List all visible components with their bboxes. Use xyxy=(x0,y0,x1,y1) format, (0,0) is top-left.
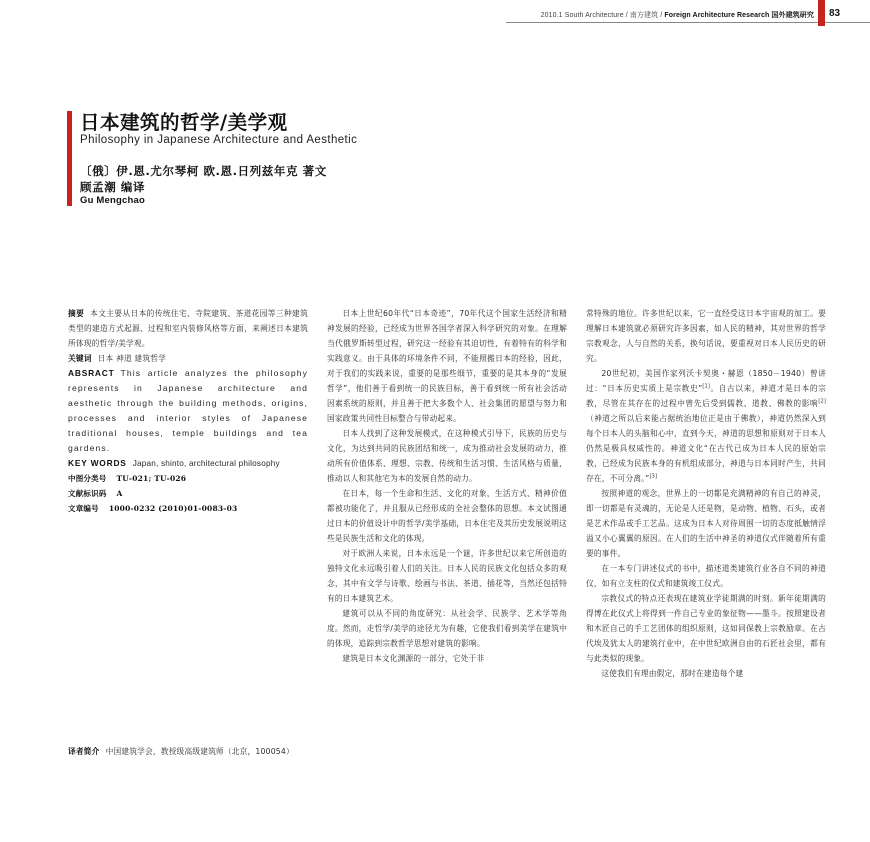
abstract-en-text: This article analyzes the philosophy represents in Japanese architecture and aesthetic through the building methods, origins, processes and interior styles of Japanese traditional houses, temple buildings and tea gardens. xyxy=(68,368,308,453)
header-rule xyxy=(506,22,870,23)
article-title-en: Philosophy in Japanese Architecture and Aesthetic xyxy=(80,134,358,146)
article-number-label: 文章编号 xyxy=(68,504,99,513)
body-text: 20世纪初，美国作家列沃卡契奥・赫恩（1850－1940）曾讲过：“日本历史实质上是宗教史” xyxy=(586,369,826,393)
body-paragraph: 对于欧洲人来说，日本永远是一个谜，许多世纪以来它所创造的独特文化永远吸引着人们的关注。日本人民的民族文化包括众多的观念，其中有文学与诗歌、绘画与书法、茶道、插花等，当然还包括特有的日本建筑艺术。 xyxy=(327,549,567,603)
body-paragraph: 在一本专门讲述仪式的书中，描述道类建筑行业各自不同的神道仪，如有立支柱的仪式和建筑竣工仪式。 xyxy=(586,564,826,588)
abstract-column xyxy=(68,306,308,516)
author-byline: 〔俄〕伊.恩.尤尔琴柯 欧.恩.日列兹年克 著文 xyxy=(80,164,327,178)
abstract-en-label: ABSRACT xyxy=(68,368,115,378)
body-paragraph-with-citations xyxy=(586,366,826,486)
title-accent-bar xyxy=(67,111,72,206)
clc-number xyxy=(68,471,308,486)
body-paragraph: 日本人找到了这种发展模式，在这种模式引导下，民族的历史与文化，为达到共同的民族团结和统一，成为推动社会发展的动力，推动所有价值体系、理想、宗教、传统和生活习惯、生活风格与质量，推动以人和其他宅为本的发展自然的动力。 xyxy=(327,429,567,483)
keywords-en-text: Japan, shinto, architectural philosophy xyxy=(132,459,280,468)
document-code xyxy=(68,486,308,501)
keywords-zh-text: 日本 神道 建筑哲学 xyxy=(97,354,167,363)
body-paragraph: 这使我们有理由假定，那时在建造每个建 xyxy=(601,669,744,678)
document-code-label: 文献标识码 xyxy=(68,489,107,498)
body-text: （神道之所以后来能占据统治地位正是由于佛教），神道仍然深入到每个日本人的头脑和心中，直到今天，神道的思想和原则对于日本人仍然是极具权威性的。神道文化“在古代已成为日本人民的原始宗教，已经成为民族本身的有机组成部分，神道与日本同时产生，共同存在，不可分离。” xyxy=(586,414,826,483)
abstract-en xyxy=(68,366,308,456)
translator-name-en: Gu Mengchao xyxy=(80,195,146,206)
body-paragraph: 按照神道的观念，世界上的一切都是充满精神的有自己的神灵，即一切都是有灵魂的，无论是人还是物，是动物、植物、石头，或者是艺术作品或手工艺品。这成为日本人对待周围一切的态度抵触情浮溢又小心翼翼的原因。在人们的生活中神圣的神道仪式伴随着所有重要的事件。 xyxy=(586,489,826,558)
page-number: 83 xyxy=(829,8,841,19)
body-column-3 xyxy=(586,306,826,681)
translator-note xyxy=(68,744,308,759)
abstract-zh xyxy=(68,306,308,351)
citation-2: [2] xyxy=(818,398,826,405)
clc-label: 中图分类号 xyxy=(68,474,107,483)
body-text: 。自古以来，神道才是日本的宗教，尽管在其存在的过程中曾先后受到儒教、道教、佛教的影响 xyxy=(586,384,826,408)
document-code-value: A xyxy=(116,489,123,498)
article-number xyxy=(68,501,308,516)
keywords-en xyxy=(68,456,308,471)
article-title-zh: 日本建筑的哲学/美学观 xyxy=(80,111,288,134)
body-paragraph: 日本上世纪60年代“日本奇迹”，70年代这个国家生活经济和精神发展的经验，已经成为世界各国学者深入科学研究的对象。在理解当代俄罗斯转型过程，研究这一经验有其迫切性，有着特有的科学和实践意义。由于具体的环境条件不同，不能照搬日本的经验，因此，对于我们的实践来说，重要的是那些细节，重要的是其本身的“发展哲学”，他们善于看到统一的民族目标，善于看到统一所有社会活动因素系统的原则，并且善于把大多数个人、社会集团的愿望与努力和国家政策共同性目标整合与带动起来。 xyxy=(327,309,567,423)
translator-note-label: 译者简介 xyxy=(68,747,100,756)
citation-1: [1] xyxy=(702,383,711,390)
running-head-section: Foreign Architecture Research 国外建筑研究 xyxy=(664,12,814,19)
body-paragraph: 建筑是日本文化渊源的一部分，它处于非 xyxy=(342,654,485,663)
translator-note-text: 中国建筑学会，教授级高级建筑师（北京，100054） xyxy=(105,747,294,756)
abstract-zh-label: 摘要 xyxy=(68,309,85,318)
body-paragraph: 在日本，每一个生命和生活、文化的对象，生活方式、精神价值都被功能化了，并且服从已经形成的全社会整体的思想。本文试图通过日本的价值设计中的哲学/美学基础，日本住宅及其历史发展说明这些是民族生活和文化的体现。 xyxy=(327,489,567,543)
article-number-value: 1000-0232 (2010)01-0083-03 xyxy=(108,504,238,513)
body-paragraph: 建筑可以从不同的角度研究：从社会学、民族学、艺术学等角度。然而，走哲学/美学的途径尤为有趣，它使我们看到美学在建筑中的体现，追踪到宗教哲学思想对建筑的影响。 xyxy=(327,609,567,648)
body-paragraph: 宗教仪式的特点还表现在建筑业学徒期满的时刻。新年徒期满的得博在此仪式上将得到一件自己专业的象征物——墨斗。按照建设者和木匠自己的手工艺团体的组织原则，这如同保教上宗教励章。在古代埃及犹太人的建筑行业中，在中世纪欧洲自由的石匠社会里，都有与此类似的现象。 xyxy=(586,594,826,663)
running-head-prefix: 2010.1 South Architecture / 南方建筑 / xyxy=(540,12,665,19)
citation-3: [3] xyxy=(649,473,658,480)
keywords-zh-label: 关键词 xyxy=(68,354,92,363)
keywords-en-label: KEY WORDS xyxy=(68,458,127,468)
clc-value: TU-021; TU-026 xyxy=(116,474,187,483)
keywords-zh xyxy=(68,351,308,366)
body-column-2 xyxy=(327,306,567,666)
running-head xyxy=(541,10,814,20)
page-tab-accent xyxy=(818,0,825,26)
translator-byline: 顾孟潮 编译 xyxy=(80,180,146,194)
body-paragraph: 常特殊的地位。许多世纪以来，它一直经受这日本宇宙观的加工。要理解日本建筑就必须研究许多因素，如人民的精神，其对世界的哲学宗教观念，人与自然的关系，换句话说，要重视对日本人民历史的研究。 xyxy=(586,309,826,363)
abstract-zh-text: 本文主要从日本的传统住宅、寺院建筑、茶道花园等三种建筑类型的建造方式起源、过程和室内装修风格等方面，来阐述日本建筑所体现的哲学/美学观。 xyxy=(68,309,308,348)
